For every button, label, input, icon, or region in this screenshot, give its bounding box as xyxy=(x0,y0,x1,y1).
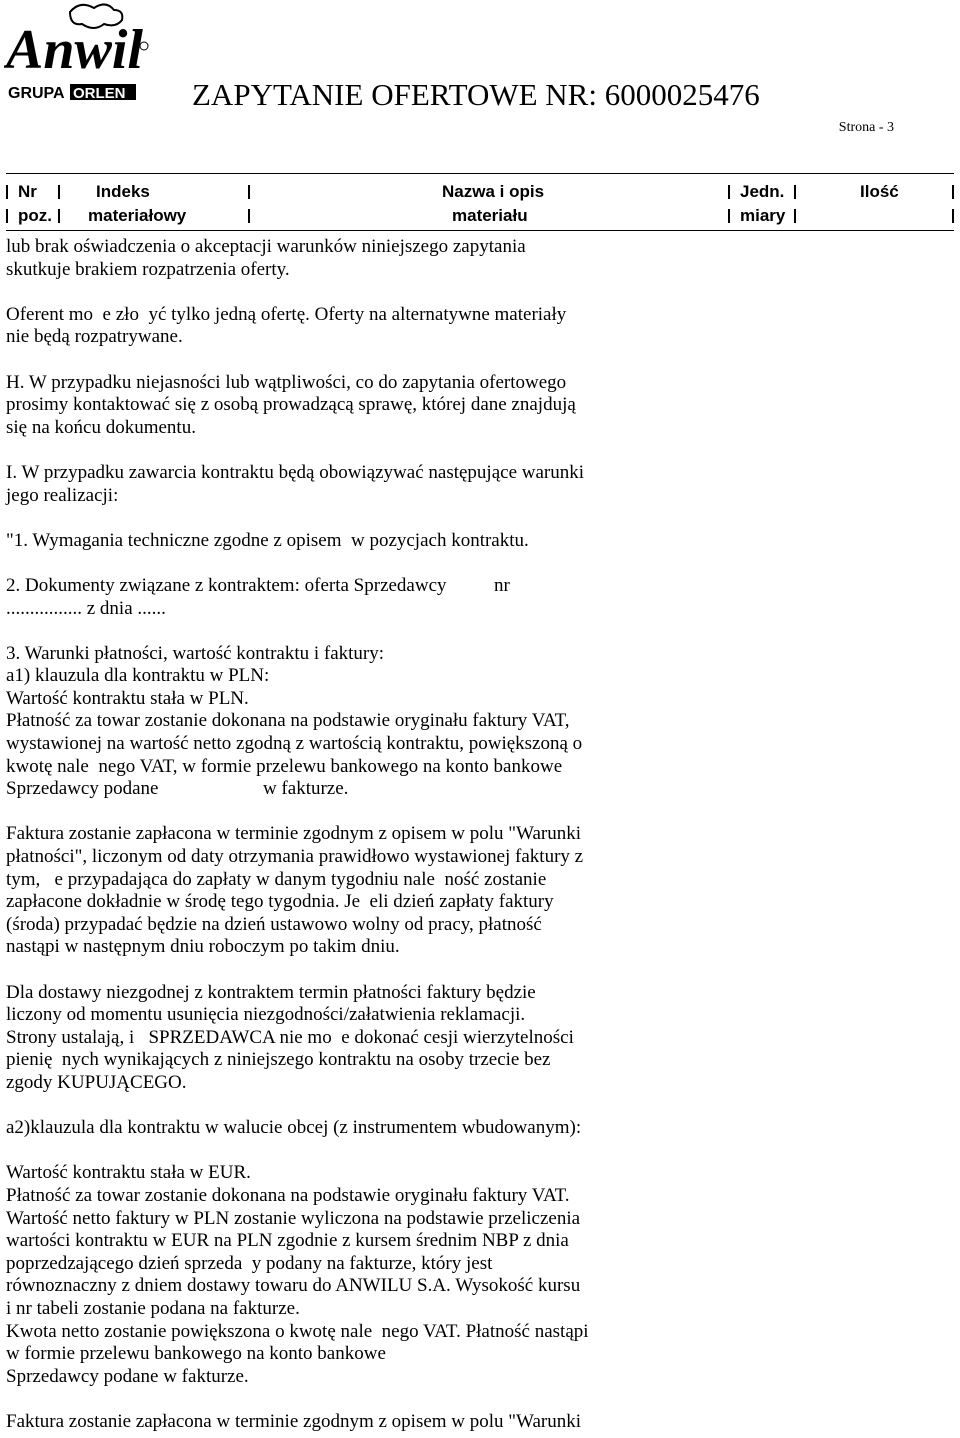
blank-line xyxy=(6,1388,926,1411)
column-separator xyxy=(58,209,60,223)
text-line: wartości kontraktu w EUR na PLN zgodnie z kursem średnim NBP z dnia xyxy=(6,1230,569,1252)
text-line: a1) klauzula dla kontraktu w PLN: xyxy=(6,665,270,687)
text-line: nie będą rozpatrywane. xyxy=(6,326,183,348)
text-line: Faktura zostanie zapłacona w terminie zgodnym z opisem w polu "Warunki xyxy=(6,1410,582,1432)
blank-line xyxy=(6,959,926,982)
logo-grupa-text: GRUPA xyxy=(8,85,65,102)
logo-orlen-text: ORLEN xyxy=(73,85,126,102)
text-line: kwotę nale nego VAT, w formie przelewu bankowego na konto bankowe xyxy=(6,755,563,777)
col-jedn: Jedn. xyxy=(740,182,785,201)
table-header-top-rule xyxy=(6,173,954,174)
text-line: H. W przypadku niejasności lub wątpliwości, co do zapytania ofertowego xyxy=(6,371,567,393)
col-materialowy: materiałowy xyxy=(88,206,187,225)
blank-line xyxy=(6,801,926,824)
column-separator xyxy=(6,209,8,223)
text-line: liczony od momentu usunięcia niezgodności/załatwienia reklamacji. xyxy=(6,1004,526,1026)
text-line: i nr tabeli zostanie podana na fakturze. xyxy=(6,1297,300,1319)
anwil-orlen-logo xyxy=(4,2,154,102)
text-line: w formie przelewu bankowego na konto bankowe xyxy=(6,1343,386,1365)
blank-line xyxy=(6,507,926,530)
text-line: "1. Wymagania techniczne zgodne z opisem w pozycjach kontraktu. xyxy=(6,529,529,551)
text-line: 3. Warunki płatności, wartość kontraktu i faktury: xyxy=(6,642,385,664)
text-line: a2)klauzula dla kontraktu w walucie obcej (z instrumentem wbudowanym): xyxy=(6,1117,582,1139)
text-line: pienię nych wynikających z niniejszego kontraktu na osoby trzecie bez xyxy=(6,1049,551,1071)
text-line: Oferent mo e zło yć tylko jedną ofertę. Oferty na alternatywne materiały xyxy=(6,303,567,325)
column-separator xyxy=(58,185,60,199)
text-line: I. W przypadku zawarcia kontraktu będą obowiązywać następujące warunki xyxy=(6,461,585,483)
col-nr: Nr xyxy=(18,182,37,201)
column-separator xyxy=(248,209,250,223)
text-line: zapłacone dokładnie w środę tego tygodnia. Je eli dzień zapłaty faktury xyxy=(6,891,554,913)
table-header-row-1 xyxy=(6,180,954,203)
col-poz: poz. xyxy=(18,206,52,225)
text-line: Wartość kontraktu stała w EUR. xyxy=(6,1162,251,1184)
text-line: lub brak oświadczenia o akceptacji warunków niniejszego zapytania xyxy=(6,236,526,257)
col-ilosc: Ilość xyxy=(860,182,899,201)
text-line: Płatność za towar zostanie dokonana na podstawie oryginału faktury VAT. xyxy=(6,1184,570,1206)
text-line: Płatność za towar zostanie dokonana na podstawie oryginału faktury VAT, xyxy=(6,710,570,732)
text-line: wystawionej na wartość netto zgodną z wartością kontraktu, powiększoną o xyxy=(6,733,583,755)
text-line: zgody KUPUJĄCEGO. xyxy=(6,1071,187,1093)
document-title: ZAPYTANIE OFERTOWE NR: 6000025476 xyxy=(192,77,760,112)
text-line: Strony ustalają, i SPRZEDAWCA nie mo e dokonać cesji wierzytelności xyxy=(6,1026,574,1048)
col-indeks: Indeks xyxy=(96,182,150,201)
document-body xyxy=(6,236,926,1433)
text-line: skutkuje brakiem rozpatrzenia oferty. xyxy=(6,258,290,280)
text-line: ................ z dnia ...... xyxy=(6,597,166,619)
blank-line xyxy=(6,281,926,304)
col-nazwa: Nazwa i opis xyxy=(442,182,545,201)
text-line: poprzedzającego dzień sprzeda y podany na fakturze, który jest xyxy=(6,1252,493,1274)
table-header-bottom-rule xyxy=(6,230,954,231)
text-line: Dla dostawy niezgodnej z kontraktem termin płatności faktury będzie xyxy=(6,981,536,1003)
text-line: tym, e przypadająca do zapłaty w danym tygodniu nale ność zostanie xyxy=(6,868,547,890)
column-separator xyxy=(952,185,954,199)
blank-line xyxy=(6,552,926,575)
column-separator xyxy=(6,185,8,199)
text-line: się na końcu dokumentu. xyxy=(6,416,196,438)
column-separator xyxy=(728,185,730,199)
text-line: prosimy kontaktować się z osobą prowadzącą sprawę, której dane znajdują xyxy=(6,394,576,416)
text-line: nastąpi w następnym dniu roboczym po takim dniu. xyxy=(6,936,400,958)
column-separator xyxy=(248,185,250,199)
blank-line xyxy=(6,1140,926,1163)
text-line: 2. Dokumenty związane z kontraktem: oferta Sprzedawcy nr xyxy=(6,574,510,596)
page-number: Strona - 3 xyxy=(838,120,894,135)
text-line: płatności", liczonym od daty otrzymania prawidłowo wystawionej faktury z xyxy=(6,846,584,868)
blank-line xyxy=(6,349,926,372)
blank-line xyxy=(6,1095,926,1118)
text-line: Wartość netto faktury w PLN zostanie wyliczona na podstawie przeliczenia xyxy=(6,1207,581,1229)
blank-line xyxy=(6,439,926,462)
table-header-row-2 xyxy=(6,204,954,227)
column-separator xyxy=(794,209,796,223)
column-separator xyxy=(728,209,730,223)
text-line: Sprzedawcy podane w fakturze. xyxy=(6,778,349,800)
text-line: Wartość kontraktu stała w PLN. xyxy=(6,687,249,709)
column-separator xyxy=(952,209,954,223)
text-line: (środa) przypadać będzie na dzień ustawowo wolny od pracy, płatność xyxy=(6,913,542,935)
text-line: Sprzedawcy podane w fakturze. xyxy=(6,1365,249,1387)
text-line: Kwota netto zostanie powiększona o kwotę nale nego VAT. Płatność nastąpi xyxy=(6,1320,589,1342)
column-separator xyxy=(794,185,796,199)
blank-line xyxy=(6,620,926,643)
logo-anwil-text: Anwil xyxy=(6,19,143,81)
text-line: Faktura zostanie zapłacona w terminie zgodnym z opisem w polu "Warunki xyxy=(6,823,582,845)
col-materialu: materiału xyxy=(452,206,528,225)
col-miary: miary xyxy=(740,206,786,225)
text-line: jego realizacji: xyxy=(6,484,119,506)
text-line: równoznaczny z dniem dostawy towaru do ANWILU S.A. Wysokość kursu xyxy=(6,1275,581,1297)
